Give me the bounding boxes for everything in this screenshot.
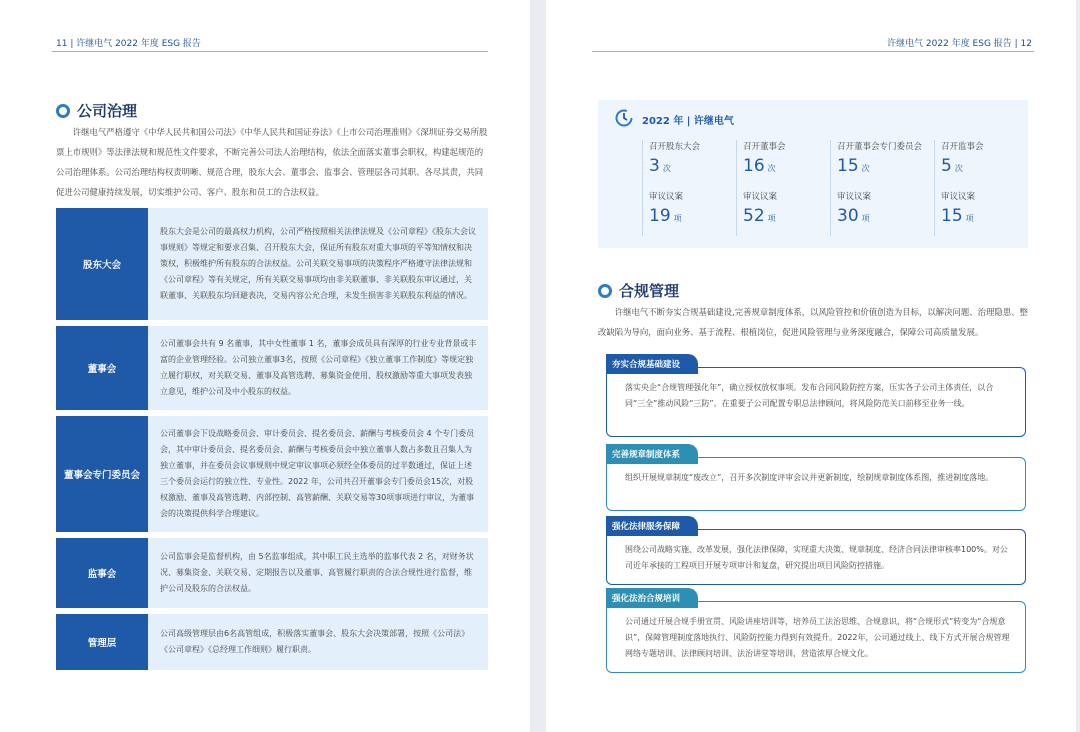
- gov-row-label: 董事会专门委员会: [56, 416, 148, 532]
- right-page-header: 许继电气 2022 年度 ESG 报告 | 12: [887, 39, 1032, 49]
- gov-row-committees: [56, 416, 488, 532]
- stat-label: 召开董事会: [743, 142, 786, 152]
- stat-label: 审议议案: [743, 192, 778, 202]
- stat-col-shareholders: [642, 140, 732, 236]
- stat-value: 30 项: [837, 206, 870, 226]
- right-header-rule: [592, 51, 1034, 52]
- governance-intro: 许继电气严格遵守《中华人民共和国公司法》《中华人民共和国证券法》《上市公司治理准则》《深圳证券交易所股票上市规则》等法律法规和规范性文件要求，不断完善公司法人治理结构，依法全面落实董事会职权，构建起规范的公司治理体系。公司治理结构权责明晰、规范合理，股东大会、董事会、监事会、管理层各司其职、各尽其责，共同促进公司健康持续发展，切实维护公司、客户、股东和员工的合法权益。: [56, 127, 488, 197]
- gov-row-label: 管理层: [56, 614, 148, 670]
- section-title-governance: [56, 100, 137, 121]
- section-title-text: 公司治理: [77, 102, 138, 120]
- stat-label: 审议议案: [649, 192, 684, 202]
- stat-value: 5 次: [941, 156, 963, 176]
- gov-row-text: 股东大会是公司的最高权力机构，公司严格按照相关法律法规及《公司章程》《股东大会议事规则》等规定和要求召集、召开股东大会，保证所有股东对重大事项的平等知情权和决策权，积极维护所有股东的合法权益。公司关联交易事项的决策程序严格遵守法律法规和《公司章程》等有关规定，所有关联交易事项均由非关联董事、非关联股东审议通过，关联董事、关联股东均回避表决，交易内容公允合理，未发生损害非关联股东利益的情况。: [148, 208, 488, 320]
- stat-col-supervisors: [934, 140, 1024, 236]
- stat-label: 召开股东大会: [649, 142, 701, 152]
- stat-label: 审议议案: [837, 192, 872, 202]
- compliance-item-training: [606, 588, 1026, 672]
- stat-value: 15 项: [941, 206, 974, 226]
- stat-col-board: [736, 140, 826, 236]
- gov-row-text: 公司董事会共有 9 名董事，其中女性董事 1 名，董事会成员具有深厚的行业专业背景或丰富的企业管理经验。公司独立董事3名，按照《公司章程》《独立董事工作制度》等规定独立履行职权，对关联交易、董事及高管选聘、募集资金使用、股权激励等重大事项发表独立意见，维护公司及中小股东的权益。: [148, 326, 488, 410]
- stat-value: 3 次: [649, 156, 671, 176]
- compliance-item-title: 夯实合规基础建设: [606, 354, 698, 374]
- gov-row-text: 公司董事会下设战略委员会、审计委员会、提名委员会、薪酬与考核委员会 4 个专门委员会，其中审计委员会、提名委员会、薪酬与考核委员会中独立董事人数占多数且召集人为独立董事，并在委员会议事规则中规定审议事项必须经全体委员的过半数通过，保证上述三个委员会运行的独立性、专业性。2022 年，公司共召开董事会专门委员会15次，对股权激励、董事及高管选聘、内部控制、高管薪酬、关联交易等30项事项进行审议，为董事会的决策提供科学合理建议。: [148, 416, 488, 532]
- gov-row-label: 监事会: [56, 538, 148, 608]
- gov-row-label: 股东大会: [56, 208, 148, 320]
- left-page-header: 11 | 许继电气 2022 年度 ESG 报告: [56, 39, 201, 49]
- gov-row-text: 公司监事会是监督机构，由 5名监事组成，其中职工民主选举的监事代表 2 名，对财务状况、募集资金、关联交易、定期报告以及董事、高管履行职责的合法合规性进行监督，维护公司及股东的合法权益。: [148, 538, 488, 608]
- left-page: [0, 0, 530, 732]
- stat-label: 召开董事会专门委员会: [837, 142, 923, 152]
- stat-value: 15 次: [837, 156, 870, 176]
- compliance-item-text: 组织开展规章制度“废改立”，召开多次制度评审会议并更新制度，绘制规章制度体系图，推进制度落地。: [606, 457, 1026, 511]
- compliance-item-text: 围绕公司战略实施、改革发展，强化法律保障，实现重大决策、规章制度、经济合同法律审核率100%。对公司近年承接的工程项目开展专项审计和复盘，研究提出项目风险防控措施。: [606, 529, 1026, 585]
- compliance-item-title: 完善规章制度体系: [606, 444, 698, 464]
- gov-row-management: [56, 614, 488, 670]
- stats-panel: [598, 100, 1028, 248]
- gov-row-shareholders: [56, 208, 488, 320]
- left-header-rule: [52, 51, 488, 52]
- compliance-item-foundation: [606, 354, 1026, 438]
- circle-icon: [56, 104, 70, 118]
- compliance-intro: 许继电气不断夯实合规基础建设,完善规章制度体系，以风险管控和价值创造为目标，以解决问题、治理隐患、整改缺陷为导向，面向业务、基于流程、根植岗位，促进风险管理与业务深度融合，保障公司高质量发展。: [598, 307, 1028, 337]
- section-title-compliance: [598, 280, 679, 301]
- stats-title-text: 2022 年 | 许继电气: [642, 116, 734, 127]
- stats-title: [614, 108, 734, 131]
- stat-value: 16 次: [743, 156, 776, 176]
- stat-label: 审议议案: [941, 192, 976, 202]
- stat-label: 召开监事会: [941, 142, 984, 152]
- gov-row-board: [56, 326, 488, 410]
- compliance-item-legal-service: [606, 516, 1026, 584]
- gov-row-supervisors: [56, 538, 488, 608]
- circle-icon: [598, 284, 612, 298]
- stat-col-committees: [830, 140, 930, 236]
- section-title-text: 合规管理: [619, 282, 680, 300]
- compliance-item-title: 强化法律服务保障: [606, 516, 698, 536]
- compliance-item-title: 强化法治合规培训: [606, 588, 698, 608]
- clock-icon: [614, 108, 634, 131]
- gov-row-label: 董事会: [56, 326, 148, 410]
- compliance-item-text: 公司通过开展合规手册宣贯、风险讲座培训等，培养员工法治思维、合规意识，将“合规形式”转变为“合规意识”，保障管理制度落地执行、风险防控能力得到有效提升。2022年，公司通过线上、线下方式开展合规管理网络专题培训、法律顾问培训、法治讲堂等培训，营造浓厚合规文化。: [606, 601, 1026, 673]
- compliance-item-rules: [606, 444, 1026, 510]
- gov-row-text: 公司高级管理层由6名高管组成，积极落实董事会、股东大会决策部署，按照《公司法》《公司章程》《总经理工作细则》履行职责。: [148, 614, 488, 670]
- right-page: [546, 0, 1076, 732]
- compliance-item-text: 落实央企“合规管理强化年”，确立授权放权事项。发布合同风险防控方案，压实各子公司主体责任，以合同“三全”推动风险“三防”。在重要子公司配置专职总法律顾问，将风险防范关口前移至业务一线。: [606, 367, 1026, 437]
- stat-value: 52 项: [743, 206, 776, 226]
- stat-value: 19 项: [649, 206, 682, 226]
